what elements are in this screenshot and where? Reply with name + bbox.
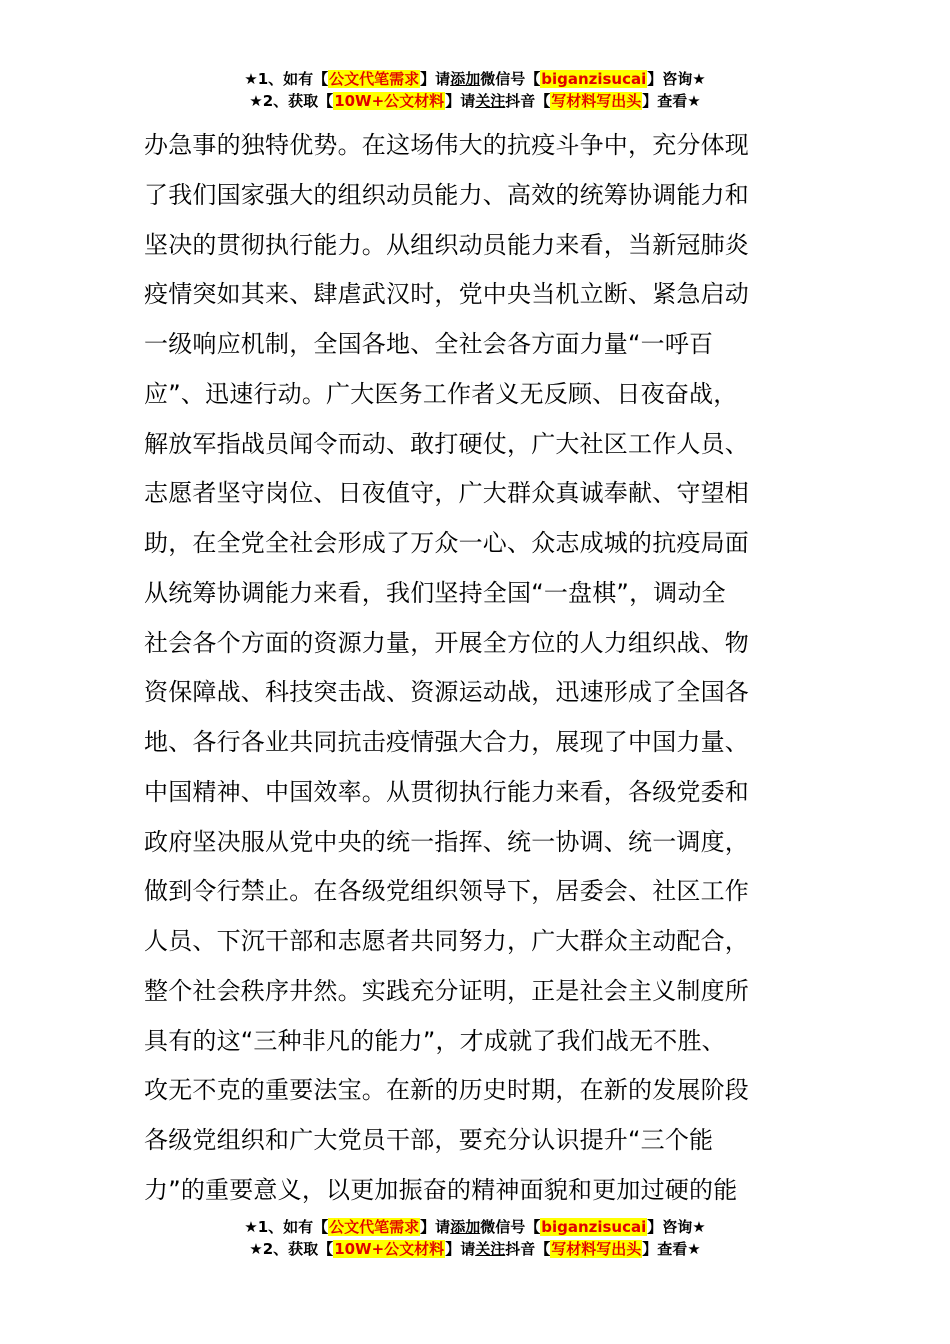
body-line: 地、各行各业共同抗击疫情强大合力，展现了中国力量、: [144, 728, 749, 756]
header-banner-line-2: ★2、获取【10W+公文材料】请关注抖音【写材料写出头】查看★: [249, 92, 701, 110]
body-line: 攻无不克的重要法宝。在新的历史时期，在新的发展阶段: [144, 1076, 749, 1105]
highlight-service-request: 公文代笔需求: [329, 1218, 420, 1236]
highlight-wechat-id: biganzisucai: [541, 70, 647, 88]
body-line: 助，在全党全社会形成了万众一心、众志成城的抗疫局面: [144, 529, 749, 557]
body-line: 人员、下沉干部和志愿者共同努力，广大群众主动配合，: [144, 927, 749, 955]
body-line: 政府坚决服从党中央的统一指挥、统一协调、统一调度，: [144, 827, 749, 856]
body-line: 整个社会秩序井然。实践充分证明，正是社会主义制度所: [144, 976, 749, 1005]
body-line: 了我们国家强大的组织动员能力、高效的统筹协调能力和: [144, 180, 749, 209]
body-line: 具有的这“三种非凡的能力”，才成就了我们战无不胜、: [144, 1026, 726, 1055]
body-line: 一级响应机制，全国各地、全社会各方面力量“一呼百: [144, 330, 714, 358]
highlight-materials: 10W+公文材料: [334, 1240, 445, 1258]
body-line: 疫情突如其来、肆虐武汉时，党中央当机立断、紧急启动: [144, 280, 749, 309]
highlight-service-request: 公文代笔需求: [329, 70, 420, 88]
body-line: 志愿者坚守岗位、日夜值守，广大群众真诚奉献、守望相: [144, 479, 749, 508]
header-banner-line-1: ★1、如有【公文代笔需求】请添加微信号【biganzisucai】咨询★: [244, 70, 706, 88]
footer-banner-line-2: ★2、获取【10W+公文材料】请关注抖音【写材料写出头】查看★: [249, 1240, 701, 1258]
footer-banner: [0, 1216, 950, 1260]
body-line: 社会各个方面的资源力量，开展全方位的人力组织战、物: [144, 628, 749, 657]
body-line: 从统筹协调能力来看，我们坚持全国“一盘棋”，调动全: [144, 578, 726, 607]
header-banner: [0, 68, 950, 112]
body-line: 做到令行禁止。在各级党组织领导下，居委会、社区工作: [144, 877, 749, 906]
body-line: 应”、迅速行动。广大医务工作者义无反顾、日夜奋战，: [144, 379, 738, 408]
body-line: 办急事的独特优势。在这场伟大的抗疫斗争中，充分体现: [144, 131, 749, 159]
document-body: [144, 121, 814, 1216]
footer-banner-line-1: ★1、如有【公文代笔需求】请添加微信号【biganzisucai】咨询★: [244, 1218, 706, 1236]
highlight-materials: 10W+公文材料: [334, 92, 445, 110]
body-line: 力”的重要意义，以更加振奋的精神面貌和更加过硬的能: [144, 1175, 738, 1204]
highlight-douyin-account: 写材料写出头: [551, 1240, 642, 1258]
body-line: 各级党组织和广大党员干部，要充分认识提升“三个能: [144, 1126, 714, 1154]
highlight-douyin-account: 写材料写出头: [551, 92, 642, 110]
body-line: 解放军指战员闻令而动、敢打硬仗，广大社区工作人员、: [144, 429, 749, 458]
body-line: 坚决的贯彻执行能力。从组织动员能力来看，当新冠肺炎: [144, 230, 749, 259]
highlight-wechat-id: biganzisucai: [541, 1218, 647, 1236]
body-line: 资保障战、科技突击战、资源运动战，迅速形成了全国各: [144, 678, 749, 707]
body-line: 中国精神、中国效率。从贯彻执行能力来看，各级党委和: [144, 777, 749, 806]
